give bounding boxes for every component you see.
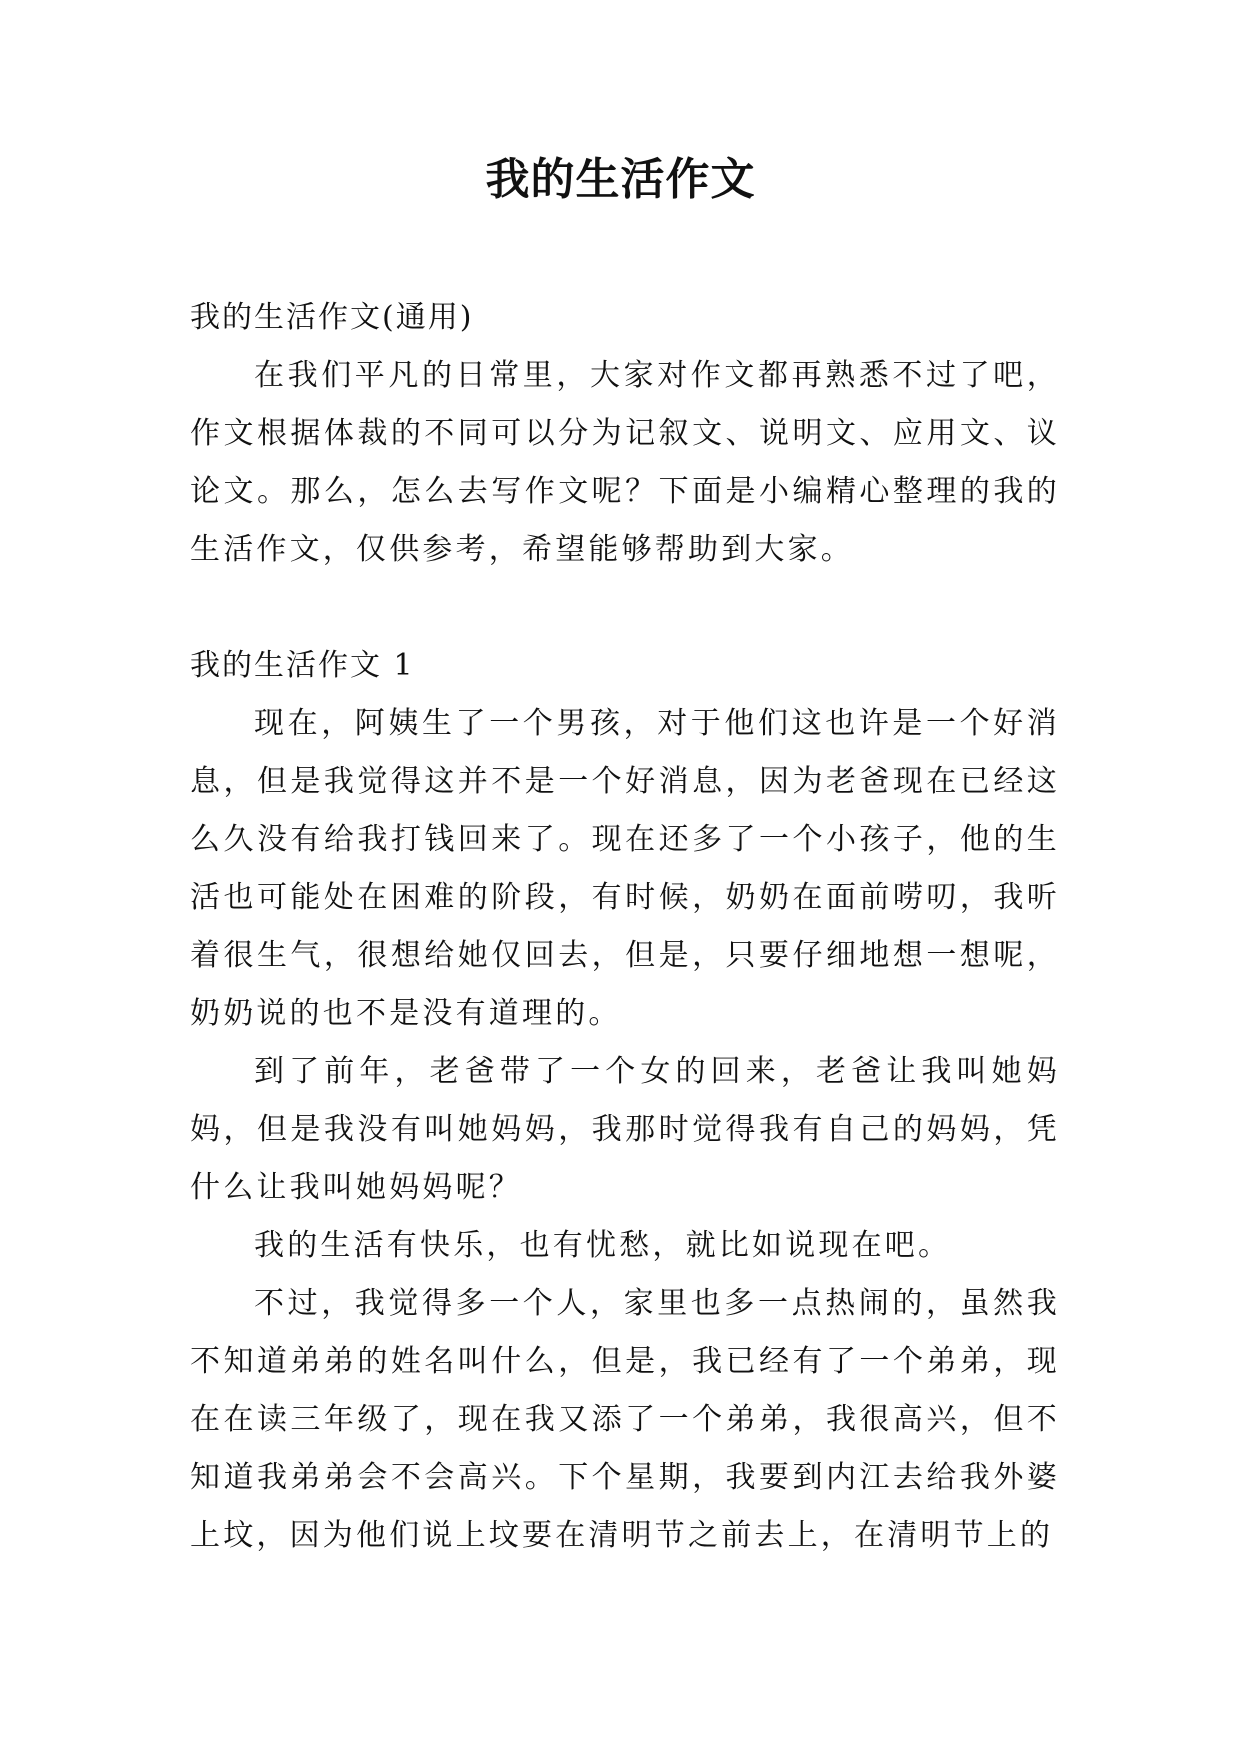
section-heading: 我的生活作文 1	[190, 648, 415, 683]
section-body	[190, 695, 1060, 1565]
section-paragraph: 到了前年，老爸带了一个女的回来，老爸让我叫她妈妈，但是我没有叫她妈妈，我那时觉得我有自己的妈妈，凭什么让我叫她妈妈呢？	[190, 1054, 1060, 1205]
intro-paragraph: 在我们平凡的日常里，大家对作文都再熟悉不过了吧，作文根据体裁的不同可以分为记叙文、说明文、应用文、议论文。那么，怎么去写作文呢？下面是小编精心整理的我的生活作文，仅供参考，希望能够帮助到大家。	[190, 358, 1060, 567]
intro-heading: 我的生活作文(通用)	[190, 300, 474, 335]
document-title: 我的生活作文	[485, 154, 756, 205]
section-paragraph: 不过，我觉得多一个人，家里也多一点热闹的，虽然我不知道弟弟的姓名叫什么，但是，我已经有了一个弟弟，现在在读三年级了，现在我又添了一个弟弟，我很高兴，但不知道我弟弟会不会高兴。下个星期，我要到内江去给我外婆上坟，因为他们说上坟要在清明节之前去上，在清明节上的	[190, 1286, 1060, 1553]
section-paragraph: 现在，阿姨生了一个男孩，对于他们这也许是一个好消息，但是我觉得这并不是一个好消息，因为老爸现在已经这么久没有给我打钱回来了。现在还多了一个小孩子，他的生活也可能处在困难的阶段，有时候，奶奶在面前唠叨，我听着很生气，很想给她仅回去，但是，只要仔细地想一想呢，奶奶说的也不是没有道理的。	[190, 706, 1060, 1031]
section-paragraph: 我的生活有快乐，也有忧愁，就比如说现在吧。	[254, 1228, 952, 1263]
